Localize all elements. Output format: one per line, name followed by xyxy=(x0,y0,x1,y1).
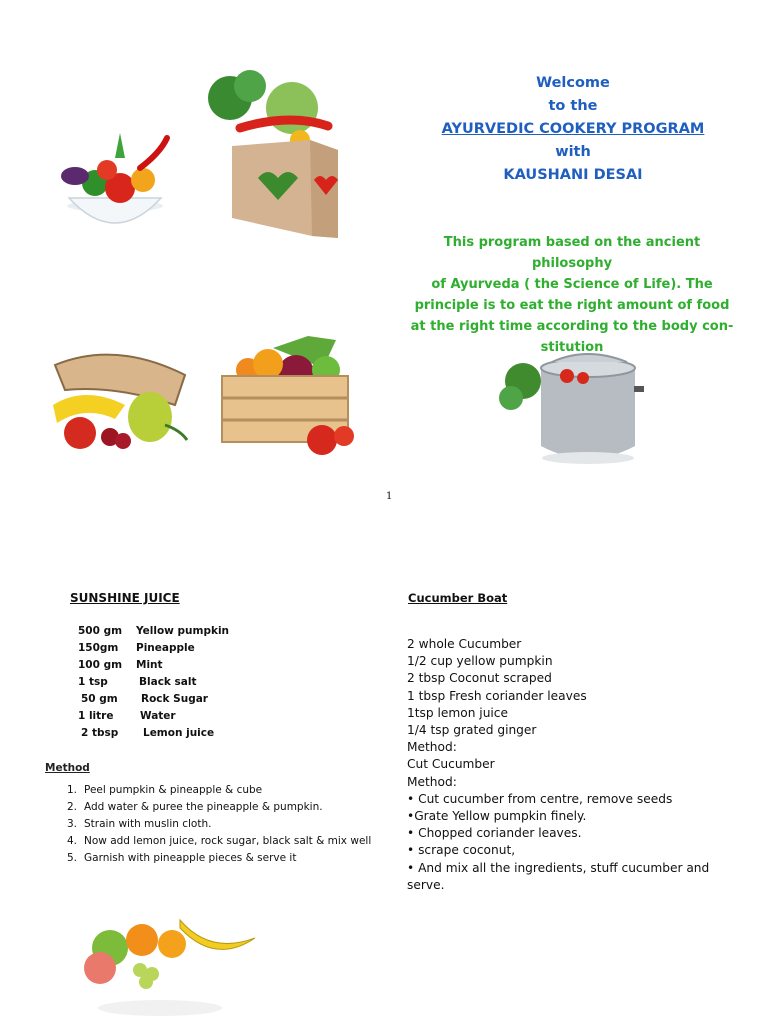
ingredient-qty: 150gm xyxy=(78,642,119,654)
recipe-line: Method: xyxy=(407,740,457,755)
method-step-text: Add water & puree the pineapple & pumpkin. xyxy=(84,801,323,813)
method-step: 2. Add water & puree the pineapple & pumpkin. xyxy=(67,801,323,813)
page-number: 1 xyxy=(386,491,393,502)
ingredient-row xyxy=(78,674,229,691)
ingredient-list xyxy=(78,623,229,742)
welcome-line: to the xyxy=(548,98,598,114)
ingredient-qty: 500 gm xyxy=(78,625,123,637)
vegetable-crate-icon xyxy=(218,318,360,458)
intro-line: This program based on the ancient philosophy xyxy=(443,235,701,271)
welcome-heading xyxy=(400,72,746,187)
sunshine-juice-title: SUNSHINE JUICE xyxy=(70,591,180,605)
ingredient-item: Mint xyxy=(136,659,163,671)
method-step-text: Now add lemon juice, rock sugar, black salt & mix well xyxy=(84,835,372,847)
intro-line: at the right time according to the body con- xyxy=(410,319,734,334)
recipe-line: •Grate Yellow pumpkin finely. xyxy=(407,809,587,824)
recipe-line: 1 tbsp Fresh coriander leaves xyxy=(407,688,587,703)
ingredient-row xyxy=(78,640,229,657)
recipe-line: • Cut cucumber from centre, remove seeds xyxy=(407,791,673,806)
ingredient-item: Rock Sugar xyxy=(141,693,208,705)
fruit-basket-icon xyxy=(45,345,195,457)
method-step-text: Peel pumpkin & pineapple & cube xyxy=(84,784,263,796)
ingredient-qty: 1 tsp xyxy=(78,676,108,688)
cucumber-boat-recipe xyxy=(407,636,737,894)
ingredient-qty: 1 litre xyxy=(78,710,114,722)
ingredient-row xyxy=(78,725,229,742)
intro-line: of Ayurveda ( the Science of Life). The xyxy=(431,277,713,292)
recipe-line: • Chopped coriander leaves. xyxy=(407,826,582,841)
welcome-line: with xyxy=(555,144,591,160)
vegetable-bowl-icon xyxy=(45,128,185,238)
vegetable-box-icon xyxy=(200,68,350,240)
method-step: 1. Peel pumpkin & pineapple & cube xyxy=(67,784,263,796)
recipe-line: 1/4 tsp grated ginger xyxy=(407,723,537,738)
fruit-pile-icon xyxy=(80,910,260,1022)
ingredient-qty: 50 gm xyxy=(81,693,118,705)
ingredient-row xyxy=(78,657,229,674)
ingredient-item: Black salt xyxy=(139,676,197,688)
recipe-line: 2 tbsp Coconut scraped xyxy=(407,671,552,686)
ingredient-item: Yellow pumpkin xyxy=(136,625,230,637)
recipe-line: serve. xyxy=(407,877,445,892)
ingredient-qty: 100 gm xyxy=(78,659,123,671)
ingredient-item: Lemon juice xyxy=(143,727,215,739)
program-title: AYURVEDIC COOKERY PROGRAM xyxy=(441,121,705,137)
ingredient-row xyxy=(78,691,229,708)
method-step-text: Garnish with pineapple pieces & serve it xyxy=(84,852,297,864)
intro-paragraph xyxy=(402,232,742,358)
host-name: KAUSHANI DESAI xyxy=(503,167,643,183)
ingredient-item: Water xyxy=(140,710,176,722)
intro-line: principle is to eat the right amount of food xyxy=(414,298,730,313)
welcome-line: Welcome xyxy=(536,75,610,91)
ingredient-item: Pineapple xyxy=(136,642,195,654)
method-step: 5. Garnish with pineapple pieces & serve it xyxy=(67,852,297,864)
recipe-line: Cut Cucumber xyxy=(407,757,495,772)
method-steps xyxy=(67,782,371,867)
method-step-text: Strain with muslin cloth. xyxy=(84,818,212,830)
method-step: 4. Now add lemon juice, rock sugar, black salt & mix well xyxy=(67,835,372,847)
method-heading: Method xyxy=(45,762,90,774)
recipe-line: 2 whole Cucumber xyxy=(407,637,522,651)
recipe-line: • And mix all the ingredients, stuff cucumber and xyxy=(407,860,710,875)
ingredient-row xyxy=(78,623,229,640)
recipe-line: 1tsp lemon juice xyxy=(407,705,508,720)
recipe-line: • scrape coconut, xyxy=(407,843,516,858)
cucumber-boat-title: Cucumber Boat xyxy=(408,591,508,605)
intro-line: stitution xyxy=(540,340,604,355)
recipe-line: 1/2 cup yellow pumpkin xyxy=(407,654,553,669)
ingredient-row xyxy=(78,708,229,725)
method-step: 3. Strain with muslin cloth. xyxy=(67,818,212,830)
recipe-line: Method: xyxy=(407,774,457,789)
ingredient-qty: 2 tbsp xyxy=(81,727,119,739)
